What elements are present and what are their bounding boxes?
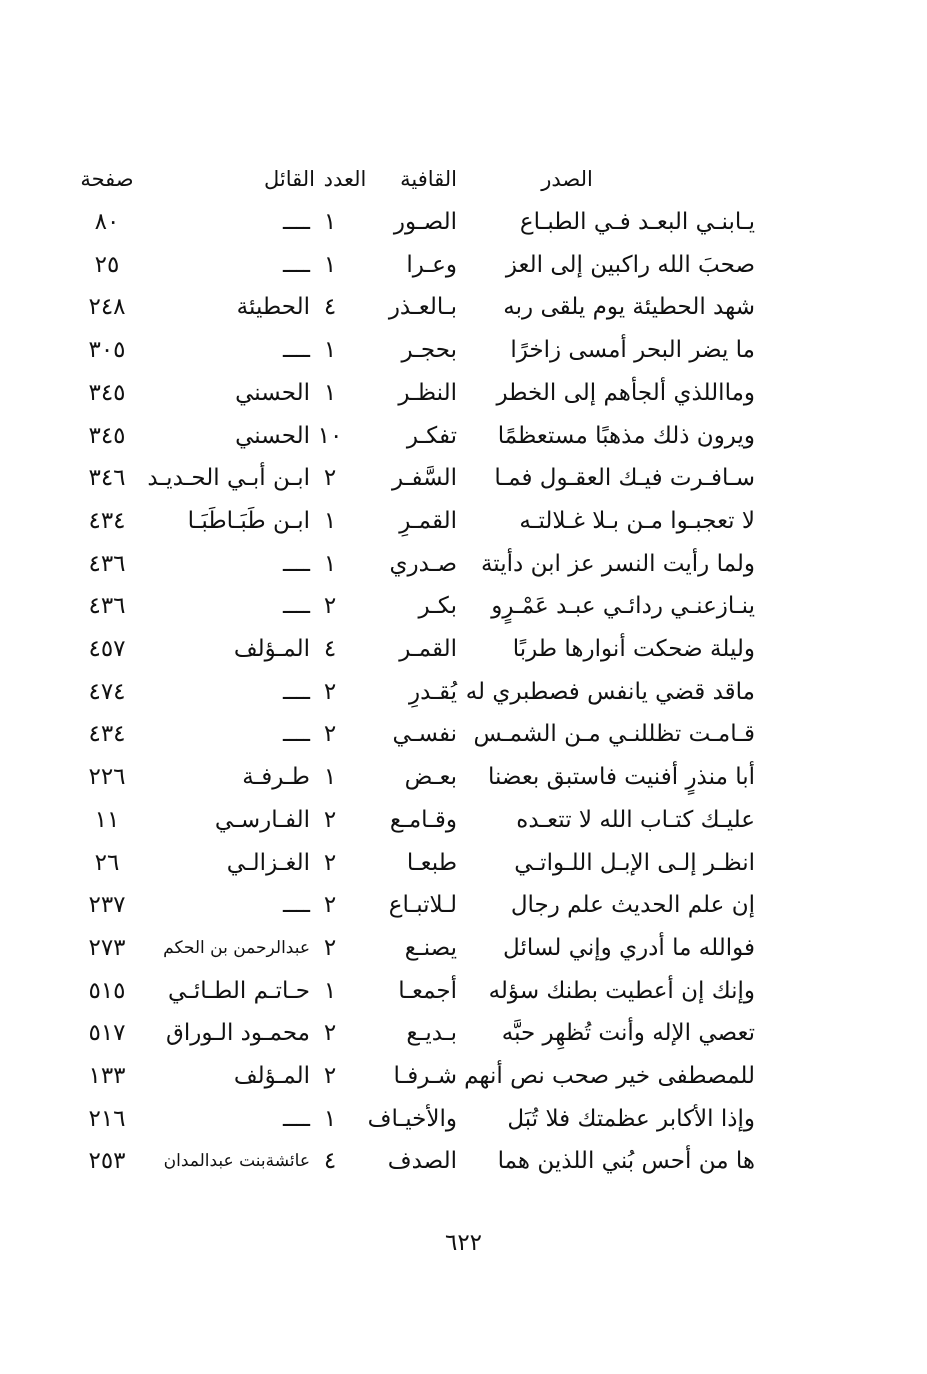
- verse-opening: قـامـت تظللنـي مـن الشمـس: [473, 721, 755, 748]
- page-ref: ٤٥٧: [88, 636, 126, 662]
- verse-opening: تعصي الإله وأنت تُظهِر حبَّه: [501, 1020, 755, 1047]
- rhyme-word: بـالعـذر: [388, 294, 457, 321]
- poet-name: المـؤلف: [233, 636, 310, 662]
- verse-opening: إن علم الحديث علم رجال: [510, 892, 755, 919]
- verse-opening: ويرون ذلك مذهبًا مستعظمًا: [497, 422, 755, 449]
- poet-name: ــــ: [283, 593, 310, 620]
- poet-name: حـاتـم الطـائـي: [167, 977, 310, 1004]
- verse-count: ١: [323, 507, 337, 534]
- poet-name: المـؤلف: [233, 1063, 310, 1089]
- poet-name: عبدالرحمن بن الحكم: [163, 937, 310, 958]
- rhyme-word: بـديـع: [406, 1020, 457, 1047]
- page-ref: ٤٣٤: [88, 507, 126, 534]
- verse-count: ٢: [323, 806, 337, 833]
- table-row: [0, 970, 927, 1012]
- table-row: [0, 500, 927, 542]
- table-row: [0, 628, 927, 670]
- poet-name: الغـزالـي: [226, 849, 310, 876]
- page-ref: ٣٤٦: [88, 465, 126, 492]
- rhyme-word: يصنـع: [404, 934, 457, 961]
- verse-count: ٢: [323, 892, 337, 919]
- table-row: [0, 842, 927, 884]
- table-row: [0, 1055, 927, 1097]
- verse-opening: انظـر إلـى الإبـل اللـواتـي: [514, 849, 755, 876]
- verse-count: ٢: [323, 465, 337, 492]
- verse-opening: شهد الحطيئة يوم يلقى ربه: [503, 294, 755, 321]
- verse-opening: ولما رأيت النسر عز ابن دأيتة: [480, 550, 755, 577]
- verse-opening: صحبَ الله راكبين إلى العز: [505, 251, 755, 278]
- poet-name: طـرفـة: [242, 764, 310, 791]
- page-ref: ٨٠: [94, 209, 120, 235]
- rhyme-word: لـلاتبـاع: [388, 892, 457, 919]
- table-row: [0, 372, 927, 414]
- rhyme-word: طبعـا: [406, 849, 457, 876]
- page-ref: ٣٤٥: [88, 422, 126, 449]
- page-number: ٦٢٢: [444, 1230, 483, 1256]
- table-row: [0, 543, 927, 585]
- verse-count: ٢: [323, 1063, 337, 1089]
- verse-opening: ينـازعنـي ردائـي عبـد عَمْـرٍو: [491, 593, 755, 620]
- table-row: [0, 884, 927, 926]
- table-row: [0, 713, 927, 755]
- table-row: [0, 457, 927, 499]
- verse-count: ١: [323, 209, 337, 235]
- verse-count: ١: [323, 1105, 337, 1132]
- table-row: [0, 671, 927, 713]
- page-ref: ٥١٥: [88, 977, 126, 1004]
- rhyme-word: صـدري: [389, 550, 457, 577]
- poet-name: عائشةبنت عبدالمدان: [163, 1151, 310, 1172]
- verse-opening: ومااللذي ألجأهم إلى الخطر: [496, 379, 755, 406]
- table-row: [0, 927, 927, 969]
- poet-name: ــــ: [283, 550, 310, 577]
- table-row: [0, 756, 927, 798]
- rhyme-word: بحجـر: [401, 337, 457, 364]
- poet-name: ــــ: [283, 892, 310, 919]
- rhyme-word: الصدف: [387, 1148, 457, 1175]
- table-row: [0, 1098, 927, 1140]
- verse-count: ٤: [323, 1148, 337, 1175]
- verse-count: ٢: [323, 678, 337, 705]
- page-ref: ٢٤٨: [88, 294, 126, 321]
- page-ref: ١١: [94, 806, 120, 833]
- table-row: [0, 1140, 927, 1182]
- page-ref: ١٣٣: [88, 1063, 126, 1089]
- rhyme-word: بعـض: [404, 764, 457, 791]
- header-adad: العدد: [323, 167, 367, 191]
- page-ref: ٣٠٥: [88, 337, 126, 364]
- rhyme-word: النظـر: [398, 379, 457, 406]
- verse-opening: ما يضر البحر أمسى زاخرًا: [510, 337, 755, 364]
- table-row: [0, 244, 927, 286]
- verse-count: ١٠: [317, 422, 343, 449]
- poet-name: الحسني: [235, 379, 310, 406]
- poet-name: ــــ: [283, 209, 310, 235]
- table-row: [0, 1012, 927, 1054]
- verse-opening: سـافـرت فيـك العقـول فمـا: [494, 465, 755, 492]
- verse-count: ٢: [323, 849, 337, 876]
- poet-name: ابـن أبـي الحـديـد: [147, 465, 310, 492]
- page-ref: ٥١٧: [88, 1020, 126, 1047]
- poet-name: ــــ: [283, 251, 310, 278]
- poet-name: ــــ: [283, 1105, 310, 1132]
- header-qail: القائل: [263, 167, 315, 191]
- verse-opening: فوالله ما أدري وإني لسائل: [503, 934, 755, 961]
- page-ref: ٣٤٥: [88, 379, 126, 406]
- table-row: [0, 415, 927, 457]
- rhyme-word: أجمعـا: [398, 977, 457, 1004]
- header-qafiya: القافية: [400, 167, 457, 191]
- page-ref: ٤٣٤: [88, 721, 126, 748]
- header-safha: صفحة: [80, 167, 134, 191]
- verse-opening: يـابنـي البعـد فـي الطبـاع: [519, 209, 755, 235]
- rhyme-word: الصـور: [393, 209, 457, 235]
- page-ref: ٢٦: [94, 849, 120, 876]
- verse-opening: وليلة ضحكت أنوارها طربًا: [512, 636, 755, 662]
- verse-opening: ها من أحس بُني اللذين هما: [497, 1148, 755, 1175]
- page-ref: ٢٣٧: [88, 892, 126, 919]
- verse-count: ١: [323, 337, 337, 364]
- header-sadr: الصدر: [541, 167, 593, 191]
- verse-count: ١: [323, 251, 337, 278]
- verse-opening: أبا منذرٍ أفنيت فاستبق بعضنا: [487, 764, 755, 791]
- page-ref: ٢٥: [94, 251, 120, 278]
- page-ref: ٤٣٦: [88, 550, 126, 577]
- rhyme-word: القمـر: [399, 636, 457, 662]
- verse-count: ١: [323, 764, 337, 791]
- rhyme-word: نفسـي: [392, 721, 457, 748]
- table-row: [0, 585, 927, 627]
- rhyme-word: السَّفـر: [392, 465, 457, 492]
- verse-opening: وإنك إن أعطيت بطنك سؤله: [488, 977, 755, 1004]
- poet-name: الحسني: [235, 422, 310, 449]
- verse-count: ٢: [323, 1020, 337, 1047]
- poet-name: الفـارسـي: [214, 806, 310, 833]
- table-row: [0, 799, 927, 841]
- rhyme-word: وقـامـع: [389, 806, 457, 833]
- page-ref: ٢٢٦: [88, 764, 126, 791]
- table-row: [0, 286, 927, 328]
- verse-count: ٢: [323, 593, 337, 620]
- page-ref: ٤٧٤: [88, 678, 126, 705]
- page-ref: ٢٥٣: [88, 1148, 126, 1175]
- page-ref: ٢١٦: [88, 1105, 126, 1132]
- poet-name: ــــ: [283, 721, 310, 748]
- poet-name: الحطيئة: [236, 294, 310, 321]
- verse-count: ٤: [323, 294, 337, 321]
- verse-count: ٤: [323, 636, 337, 662]
- verse-count: ١: [323, 379, 337, 406]
- verse-opening: للمصطفى خير صحب نص أنهم: [464, 1063, 755, 1089]
- poet-name: محمـود الـوراق: [166, 1020, 310, 1047]
- verse-opening: وإذا الأكابر عظمتك فلا تُبَل: [507, 1105, 755, 1132]
- poet-name: ابـن طَبَـاطَبَـا: [187, 507, 310, 534]
- verse-count: ١: [323, 977, 337, 1004]
- verse-opening: ماقد قضي يانفس فصطبري له: [465, 678, 755, 705]
- rhyme-word: بكـر: [418, 593, 457, 620]
- page-ref: ٤٣٦: [88, 593, 126, 620]
- verse-count: ٢: [323, 721, 337, 748]
- page-ref: ٢٧٣: [88, 934, 126, 961]
- rhyme-word: يُقـدرِ: [409, 678, 457, 705]
- poet-name: ــــ: [283, 678, 310, 705]
- verse-opening: لا تعجبـوا مـن بـلا غـلالتـه: [519, 507, 755, 534]
- poet-name: ــــ: [283, 337, 310, 364]
- verse-opening: عليـك كتـاب الله لا تتعـده: [516, 806, 755, 833]
- rhyme-word: القمـرِ: [399, 507, 457, 534]
- table-row: [0, 329, 927, 371]
- rhyme-word: وعـرا: [406, 251, 457, 278]
- rhyme-word: والأخيـاف: [367, 1105, 457, 1132]
- rhyme-word: تفكـر: [406, 422, 457, 449]
- verse-count: ٢: [323, 934, 337, 961]
- verse-count: ١: [323, 550, 337, 577]
- table-row: [0, 201, 927, 243]
- rhyme-word: شـرفـا: [393, 1063, 457, 1089]
- table-header: [0, 158, 927, 200]
